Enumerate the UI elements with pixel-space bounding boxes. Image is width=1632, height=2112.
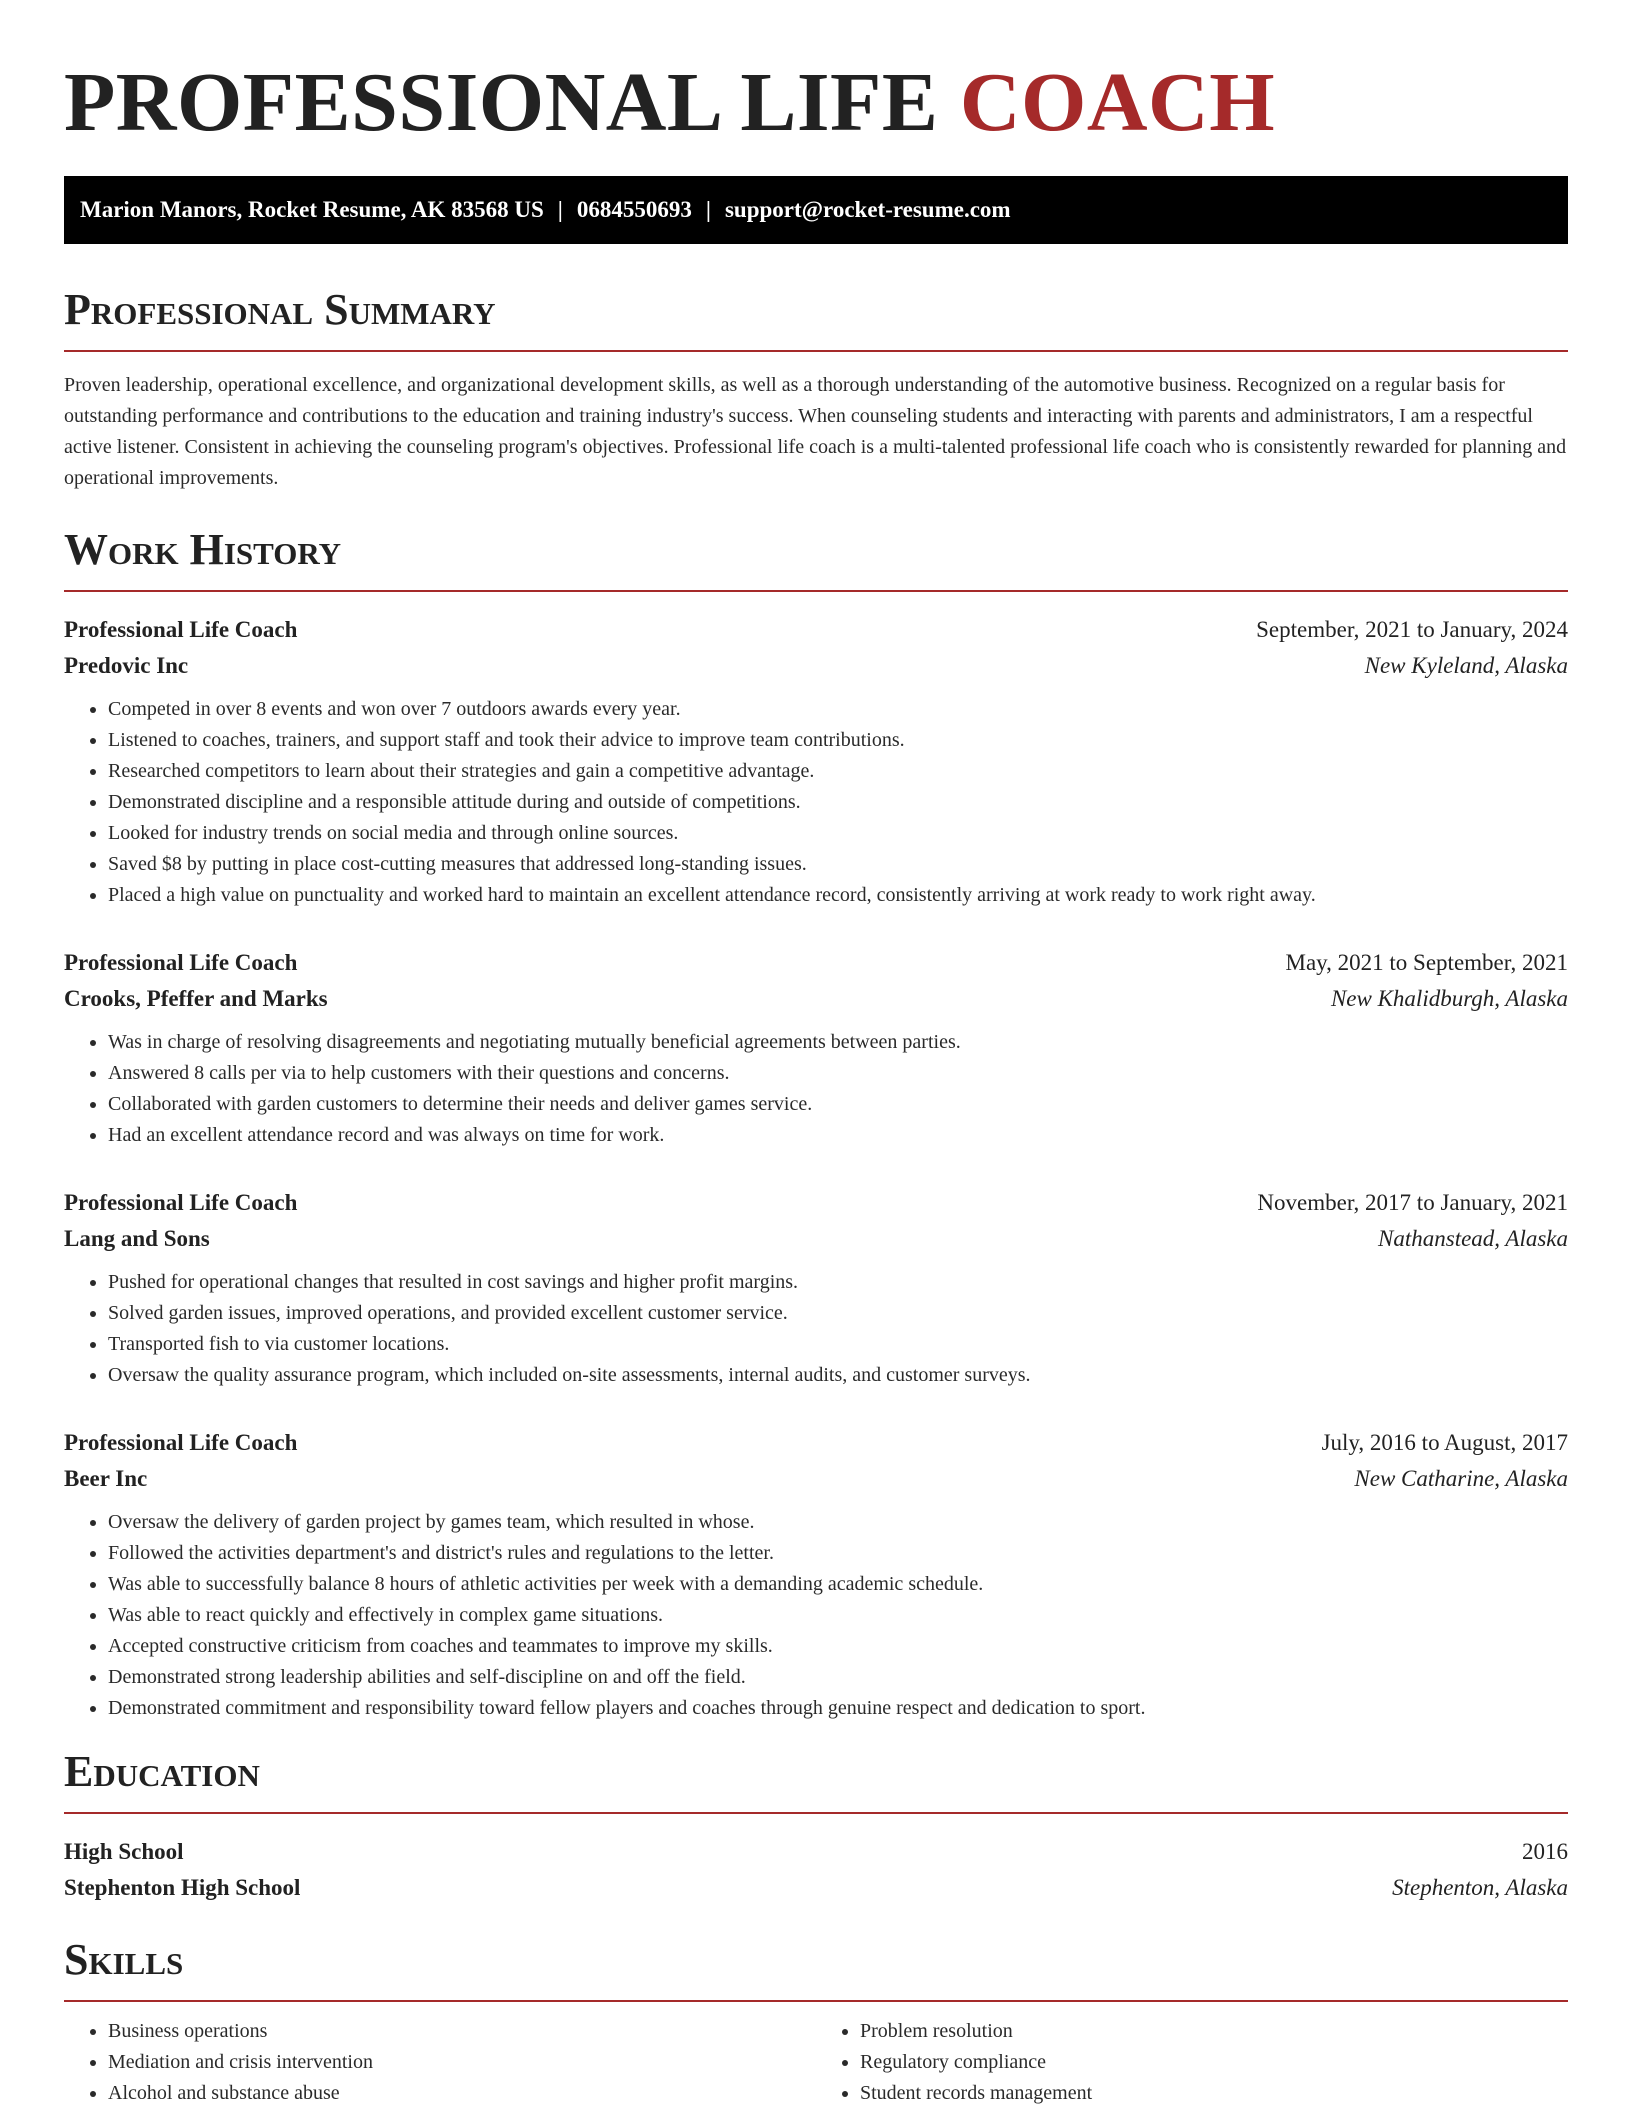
job-location: New Khalidburgh, Alaska	[1330, 986, 1568, 1011]
resume-title	[64, 0, 1568, 151]
job-bullet: • Researched competitors to learn about their strategies and gain a competitive advantage.	[108, 756, 1568, 787]
job-bullet: • Solved garden issues, improved operations, and provided excellent customer service.	[108, 1298, 1568, 1329]
job-bullet: • Followed the activities department's and district's rules and regulations to the letter.	[108, 1538, 1568, 1569]
contact-email: support@rocket-resume.com	[724, 197, 1011, 222]
summary-section	[64, 284, 1568, 494]
contact-address: Marion Manors, Rocket Resume, AK 83568 US	[80, 197, 544, 222]
education-header-row	[64, 1834, 1568, 1870]
job-entry	[64, 612, 1568, 911]
title-main: PROFESSIONAL LIFE	[64, 56, 960, 149]
job-bullet: • Had an excellent attendance record and was always on time for work.	[108, 1120, 1568, 1151]
job-bullets	[64, 694, 1568, 911]
skills-left-column	[64, 2016, 816, 2109]
job-header-row	[64, 945, 1568, 981]
job-bullet: • Listened to coaches, trainers, and support staff and took their advice to improve team contributions.	[108, 725, 1568, 756]
contact-bar	[64, 176, 1568, 244]
job-dates: July, 2016 to August, 2017	[1321, 1430, 1568, 1455]
job-title: Professional Life Coach	[64, 1190, 298, 1215]
job-company: Crooks, Pfeffer and Marks	[64, 986, 328, 1011]
job-title: Professional Life Coach	[64, 950, 298, 975]
job-bullet: • Demonstrated strong leadership abilities and self-discipline on and off the field.	[108, 1662, 1568, 1693]
contact-phone: 0684550693	[576, 197, 692, 222]
title-accent: COACH	[959, 56, 1276, 149]
education-section	[64, 1746, 1568, 1906]
job-company-row	[64, 1221, 1568, 1257]
job-header-row	[64, 612, 1568, 648]
job-title: Professional Life Coach	[64, 1430, 298, 1455]
contact-separator: |	[705, 197, 711, 222]
section-heading: Skills	[64, 1934, 1568, 2002]
job-header-row	[64, 1185, 1568, 1221]
education-entry	[64, 1834, 1568, 1906]
job-bullet: • Answered 8 calls per via to help customers with their questions and concerns.	[108, 1058, 1568, 1089]
skills-right-column	[816, 2016, 1568, 2109]
work-history-section	[64, 524, 1568, 1724]
job-company-row	[64, 981, 1568, 1017]
job-bullet: • Demonstrated discipline and a responsible attitude during and outside of competitions.	[108, 787, 1568, 818]
job-bullet: • Accepted constructive criticism from coaches and teammates to improve my skills.	[108, 1631, 1568, 1662]
job-entry	[64, 1425, 1568, 1724]
job-company: Beer Inc	[64, 1466, 148, 1491]
job-title: Professional Life Coach	[64, 617, 298, 642]
job-company-row	[64, 1461, 1568, 1497]
education-school-row	[64, 1870, 1568, 1906]
job-bullet: • Was able to react quickly and effectively in complex game situations.	[108, 1600, 1568, 1631]
skill-item: • Student records management	[860, 2078, 1568, 2109]
job-location: Nathanstead, Alaska	[1378, 1226, 1568, 1251]
skill-item: • Alcohol and substance abuse	[108, 2078, 816, 2109]
skill-item: • Problem resolution	[860, 2016, 1568, 2047]
job-dates: November, 2017 to January, 2021	[1257, 1190, 1568, 1215]
summary-text: Proven leadership, operational excellence, and organizational development skills, as well as a thorough understanding of the automotive business. Recognized on a regular basis for outstanding performance and contributions to the education and training industry's success. When counseling students and interacting with parents and administrators, I am a respectful active listener. Consistent in achieving the counseling program's objectives. Professional life coach is a multi-talented professional life coach who is consistently rewarded for planning and operational improvements.	[64, 374, 1567, 489]
job-bullets	[64, 1267, 1568, 1391]
job-bullet: • Was in charge of resolving disagreements and negotiating mutually beneficial agreements between parties.	[108, 1027, 1568, 1058]
job-header-row	[64, 1425, 1568, 1461]
skill-item: • Mediation and crisis intervention	[108, 2047, 816, 2078]
job-bullet: • Competed in over 8 events and won over 7 outdoors awards every year.	[108, 694, 1568, 725]
job-location: New Catharine, Alaska	[1354, 1466, 1568, 1491]
job-company: Lang and Sons	[64, 1226, 210, 1251]
job-bullet: • Demonstrated commitment and responsibility toward fellow players and coaches through genuine respect and dedication to sport.	[108, 1693, 1568, 1724]
job-entry	[64, 945, 1568, 1151]
education-year: 2016	[1522, 1839, 1568, 1864]
job-location: New Kyleland, Alaska	[1364, 653, 1568, 678]
skills-grid	[64, 2016, 1568, 2109]
skill-item: • Regulatory compliance	[860, 2047, 1568, 2078]
job-bullet: • Saved $8 by putting in place cost-cutting measures that addressed long-standing issues.	[108, 849, 1568, 880]
job-bullet: • Was able to successfully balance 8 hours of athletic activities per week with a demanding academic schedule.	[108, 1569, 1568, 1600]
job-bullets	[64, 1027, 1568, 1151]
section-heading: Work History	[64, 524, 1568, 592]
contact-separator: |	[557, 197, 563, 222]
job-company: Predovic Inc	[64, 653, 189, 678]
job-bullet: • Oversaw the quality assurance program, which included on-site assessments, internal audits, and customer surveys.	[108, 1360, 1568, 1391]
education-location: Stephenton, Alaska	[1392, 1875, 1568, 1900]
job-company-row	[64, 648, 1568, 684]
section-heading: Education	[64, 1746, 1568, 1814]
job-dates: May, 2021 to September, 2021	[1285, 950, 1568, 975]
job-dates: September, 2021 to January, 2024	[1256, 617, 1568, 642]
job-bullet: • Oversaw the delivery of garden project by games team, which resulted in whose.	[108, 1507, 1568, 1538]
job-bullet: • Collaborated with garden customers to determine their needs and deliver games service.	[108, 1089, 1568, 1120]
education-school: Stephenton High School	[64, 1875, 301, 1900]
job-entry	[64, 1185, 1568, 1391]
job-bullet: • Looked for industry trends on social media and through online sources.	[108, 818, 1568, 849]
skill-item: • Business operations	[108, 2016, 816, 2047]
job-bullet: • Placed a high value on punctuality and worked hard to maintain an excellent attendance record, consistently arriving at work ready to work right away.	[108, 880, 1568, 911]
job-bullets	[64, 1507, 1568, 1724]
education-degree: High School	[64, 1839, 184, 1864]
job-bullet: • Transported fish to via customer locations.	[108, 1329, 1568, 1360]
section-heading: Professional Summary	[64, 284, 1568, 352]
skills-section	[64, 1934, 1568, 2109]
job-bullet: • Pushed for operational changes that resulted in cost savings and higher profit margins.	[108, 1267, 1568, 1298]
